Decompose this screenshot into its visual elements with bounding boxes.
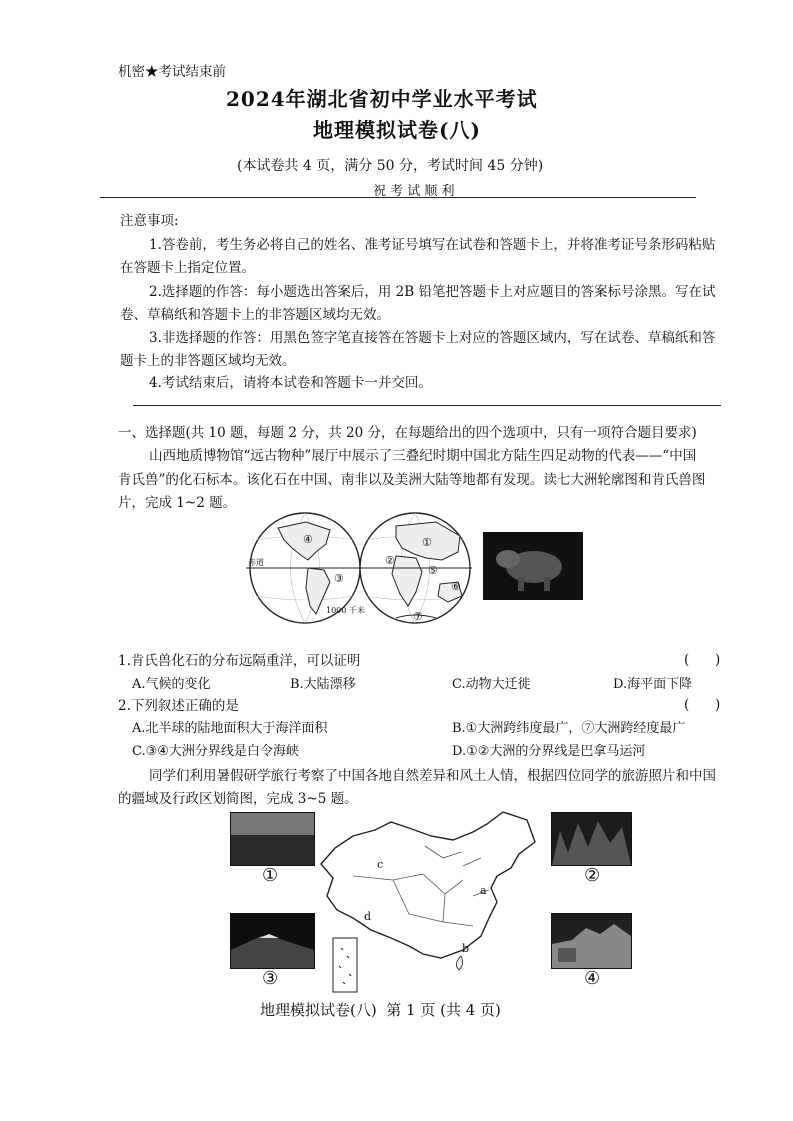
q1-option-c[interactable]: C.动物大迁徙 [452,677,531,692]
intro1-line2: 肯氏兽”的化石标本。该化石在中国、南非以及美洲大陆等地都有发现。读七大洲轮廓图和肯氏兽图 [118,472,706,488]
kannemeyeriid-photo [483,532,583,600]
continent-label-6: ⑥ [451,580,461,593]
photo-label-3: ③ [262,968,279,989]
q2-option-c[interactable]: C.③④大洲分界线是白令海峡 [132,744,299,759]
q1-answer-blank[interactable]: ( ) [684,652,721,668]
section-heading: 一、选择题(共 10 题，每题 2 分，共 20 分，在每题给出的四个选项中，只有一项符合题目要求) [118,425,697,441]
china-outline-shape [321,812,535,958]
q1-option-d[interactable]: D.海平面下降 [613,677,693,692]
header-divider [100,197,696,198]
travel-photo-3 [230,913,315,969]
intro2-line2: 的疆域及行政区划简图，完成 3~5 题。 [118,791,358,807]
note-4: 4.考试结束后，请将本试卷和答题卡一并交回。 [149,375,432,391]
q2-option-b[interactable]: B.①大洲跨纬度最广，⑦大洲跨经度最广 [452,721,686,736]
q2-answer-blank[interactable]: ( ) [684,697,721,713]
q2-option-a[interactable]: A.北半球的陆地面积大于海洋面积 [132,721,328,736]
note-1a: 1.答卷前，考生务必将自己的姓名、准考证号填写在试卷和答题卡上，并将准考证号条形码粘贴 [149,237,716,253]
travel-photo-2 [551,812,632,866]
note-3b: 题卡上的非答题区域均无效。 [120,353,296,369]
map-scale: 1000 千米 [326,606,365,615]
equator-label: 赤道 [248,558,264,567]
exam-title: 2024年湖北省初中学业水平考试 [226,87,538,111]
q1-stem: 1.肯氏兽化石的分布远隔重洋，可以证明 [118,653,361,669]
q2-option-d[interactable]: D.①②大洲的分界线是巴拿马运河 [452,744,646,759]
region-label-d: d [364,910,372,923]
intro2-line1: 同学们利用暑假研学旅行考察了中国各地自然差异和风土人情，根据四位同学的旅游照片和中国 [149,768,716,784]
region-label-c: c [377,858,384,871]
continent-label-7: ⑦ [413,610,423,623]
continent-label-1: ① [422,536,432,549]
continent-label-3: ③ [334,572,344,585]
q1-option-a[interactable]: A.气候的变化 [132,677,211,692]
page-footer: 地理模拟试卷(八) 第 1 页 (共 4 页) [260,1001,501,1019]
q2-stem: 2.下列叙述正确的是 [118,698,239,714]
photo-label-4: ④ [584,968,601,989]
exam-info: (本试卷共 4 页，满分 50 分，考试时间 45 分钟) [237,158,544,174]
confidential-mark: 机密★考试结束前 [118,64,226,80]
travel-photo-1 [230,812,315,866]
note-2b: 卷、草稿纸和答题卡上的非答题区域均无效。 [120,307,390,323]
hainan-shape [456,956,462,970]
intro1-line1: 山西地质博物馆“远古物种”展厅中展示了三叠纪时期中国北方陆生四足动物的代表——“中国 [149,448,697,464]
exam-subtitle: 地理模拟试卷(八) [313,118,481,142]
continent-label-4: ④ [303,533,313,546]
photo-label-1: ① [262,865,279,886]
notes-heading: 注意事项: [120,213,179,229]
region-label-a: a [480,884,487,897]
note-1b: 在答题卡上指定位置。 [120,260,255,276]
q1-option-b[interactable]: B.大陆漂移 [290,677,356,692]
continent-label-2: ② [385,554,395,567]
travel-photo-4 [551,913,632,969]
note-3a: 3.非选择题的作答：用黑色签字笔直接答在答题卡上对应的答题区域内，写在试卷、草稿纸和答 [149,330,716,346]
region-label-b: b [462,942,470,955]
photo-label-2: ② [584,865,601,886]
intro1-line3: 片，完成 1~2 题。 [118,495,237,511]
china-map [313,806,549,996]
note-2a: 2.选择题的作答：每小题选出答案后，用 2B 铅笔把答题卡上对应题目的答案标号涂黑。写在试 [149,284,716,300]
good-luck: 祝 考 试 顺 利 [373,184,455,199]
notes-divider [133,405,721,406]
continent-label-5: ⑤ [428,564,438,577]
